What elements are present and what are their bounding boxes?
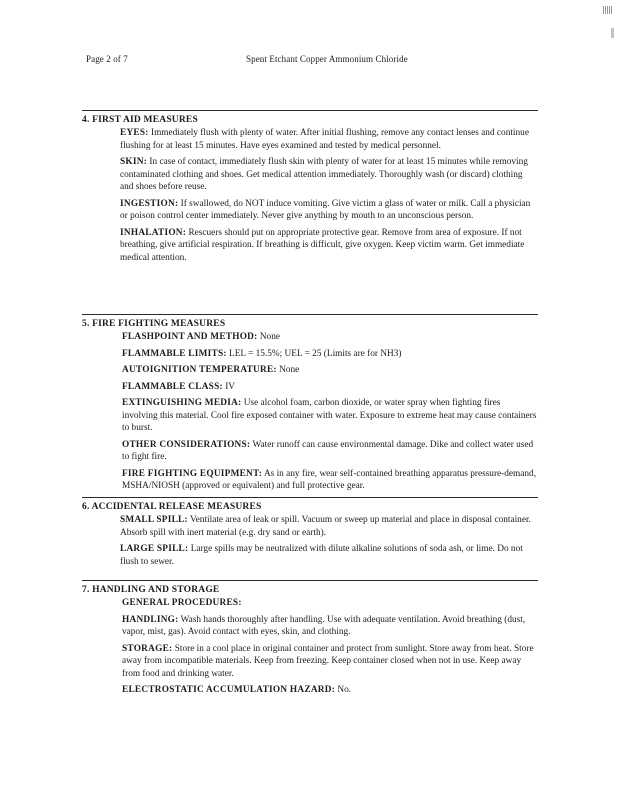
- entry-extinguishing-media: [122, 397, 538, 435]
- entry-fire-fighting-equipment: [122, 468, 538, 493]
- scan-edge-mark: [611, 28, 614, 38]
- entry-label: INGESTION:: [120, 198, 179, 209]
- entry-text: Rescuers should put on appropriate protective gear. Remove from area of exposure. If not breathing, give artificial respiration. If breathing is difficult, give oxygen. Keep victim warm. Get immediate medical attention.: [120, 227, 525, 263]
- entry-text: Wash hands thoroughly after handling. Use with adequate ventilation. Avoid breathing (dust, vapor, mist, gas). Avoid contact with eyes, skin, and clothing.: [122, 614, 526, 637]
- entry-label: FLAMMABLE CLASS:: [122, 381, 223, 392]
- entry-label: LARGE SPILL:: [120, 544, 189, 554]
- entry-label: FLAMMABLE LIMITS:: [122, 348, 227, 359]
- entry-text: As in any fire, wear self-contained breathing apparatus pressure-demand, MSHA/NIOSH (approved or equivalent) and full protective gear.: [122, 468, 537, 491]
- entry-flammable-class: [122, 381, 538, 394]
- entry-text: Large spills may be neutralized with dilute alkaline solutions of soda ash, or lime. Do not flush to sewer.: [120, 544, 523, 567]
- entry-autoignition: [122, 364, 538, 377]
- entry-label: INHALATION:: [120, 227, 187, 238]
- entry-eyes: [120, 127, 538, 152]
- entry-label: ELECTROSTATIC ACCUMULATION HAZARD:: [122, 685, 336, 695]
- entry-label: AUTOIGNITION TEMPERATURE:: [122, 365, 277, 375]
- section-rule: [82, 314, 538, 315]
- section-rule: [82, 497, 538, 498]
- entry-label: EYES:: [120, 128, 149, 138]
- entry-text: LEL = 15.5%; UEL = 25 (Limits are for NH3): [229, 348, 402, 359]
- entry-text: Immediately flush with plenty of water. After initial flushing, remove any contact lenses and continue flushing for at least 15 minutes. Have eyes examined and tested by medical personnel.: [120, 128, 529, 151]
- entry-skin: [120, 156, 538, 194]
- entry-text: No.: [337, 685, 352, 695]
- entry-label: GENERAL PROCEDURES:: [122, 598, 242, 608]
- entry-text: None: [259, 332, 280, 342]
- section-title: 5. FIRE FIGHTING MEASURES: [82, 319, 226, 329]
- entry-flashpoint: [122, 331, 538, 344]
- entry-small-spill: [120, 514, 538, 539]
- section-rule: [82, 110, 538, 111]
- entry-label: FLASHPOINT AND METHOD:: [122, 332, 258, 342]
- entry-text: Store in a cool place in original container and protect from sunlight. Store away from heat. Store away from incompatible materials. Keep from freezing. Keep container closed when not in use. Keep away from food and drinking water.: [122, 643, 534, 679]
- section-fire-fighting: [82, 314, 538, 497]
- entry-ingestion: [120, 198, 538, 223]
- section-first-aid: [82, 110, 538, 268]
- entry-label: SKIN:: [120, 157, 148, 167]
- entry-flammable-limits: [122, 348, 538, 361]
- document-title: Spent Etchant Copper Ammonium Chloride: [246, 54, 408, 64]
- section-handling-storage: [82, 580, 538, 701]
- entry-text: None: [279, 365, 300, 375]
- entry-text: IV: [225, 381, 235, 392]
- entry-text: In case of contact, immediately flush skin with plenty of water for at least 15 minutes while removing contaminated clothing and shoes. Get medical attention immediately. Thoroughly wash (or discard) clothing and shoes before reuse.: [120, 157, 528, 192]
- section-title: 4. FIRST AID MEASURES: [82, 115, 198, 125]
- section-accidental-release: [82, 497, 538, 572]
- entry-label: OTHER CONSIDERATIONS:: [122, 439, 251, 450]
- entry-label: STORAGE:: [122, 643, 173, 654]
- section-rule: [82, 580, 538, 581]
- entry-other-considerations: [122, 439, 538, 464]
- entry-general-procedures: [122, 597, 538, 610]
- entry-label: HANDLING:: [122, 614, 179, 625]
- section-title: 7. HANDLING AND STORAGE: [82, 585, 220, 595]
- entry-label: SMALL SPILL:: [120, 515, 188, 525]
- page-number: Page 2 of 7: [86, 54, 128, 64]
- entry-text: If swallowed, do NOT induce vomiting. Give victim a glass of water or milk. Call a physician or poison control center immediately. Never give anything by mouth to an unconscious person.: [120, 198, 531, 221]
- entry-text: Ventilate area of leak or spill. Vacuum or sweep up material and place in disposal container. Absorb spill with inert material (e.g. dry sand or earth).: [120, 515, 531, 538]
- entry-text: Water runoff can cause environmental damage. Dike and collect water used to fight fire.: [122, 439, 534, 462]
- entry-large-spill: [120, 543, 538, 568]
- entry-label: EXTINGUISHING MEDIA:: [122, 398, 242, 408]
- entry-label: FIRE FIGHTING EQUIPMENT:: [122, 468, 263, 479]
- entry-inhalation: [120, 227, 538, 265]
- entry-text: Use alcohol foam, carbon dioxide, or water spray when fighting fires involving this material. Cool fire exposed container with water. Exposure to extreme heat may cause containers to burst.: [122, 398, 537, 433]
- scan-artifact-mark: [603, 6, 612, 14]
- entry-storage: [122, 643, 538, 681]
- entry-handling: [122, 614, 538, 639]
- entry-electrostatic-hazard: [122, 684, 538, 697]
- section-title: 6. ACCIDENTAL RELEASE MEASURES: [82, 502, 262, 512]
